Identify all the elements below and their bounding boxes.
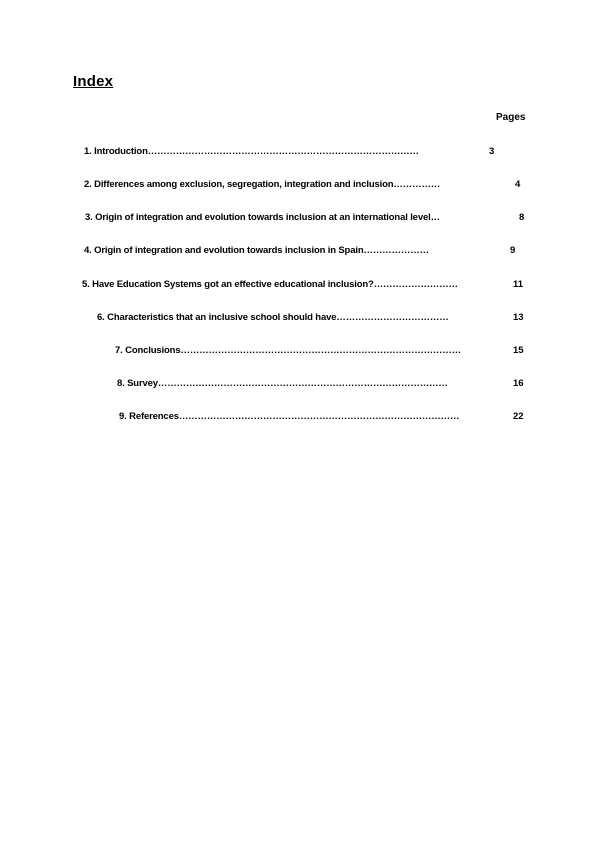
toc-entry-references (119, 411, 496, 422)
pages-column-label: Pages (496, 112, 526, 123)
toc-entry-page: 9 (510, 245, 516, 256)
toc-entry-survey (117, 378, 496, 389)
toc-entry-page: 13 (513, 312, 524, 323)
toc-entry-page: 16 (513, 378, 524, 389)
toc-entry-page: 4 (515, 179, 521, 190)
toc-entry-text: 4. Origin of integration and evolution towards inclusion in Spain………………… (84, 245, 429, 256)
toc-entry-conclusions (115, 345, 496, 356)
toc-entry-text: 3. Origin of integration and evolution towards inclusion at an international level… (85, 212, 440, 223)
toc-entry-characteristics (97, 312, 501, 323)
toc-entry-text: 8. Survey………………………………………………………………………………… (117, 378, 448, 389)
toc-entry-text: 6. Characteristics that an inclusive school should have……………………………… (97, 312, 449, 323)
toc-entry-text: 2. Differences among exclusion, segregation, integration and inclusion…………… (84, 179, 441, 190)
toc-entry-introduction (84, 146, 462, 157)
toc-entry-education-systems (82, 279, 497, 290)
toc-entry-page: 3 (489, 146, 495, 157)
toc-entry-text: 7. Conclusions……………………………………………………………………………… (115, 345, 461, 356)
toc-entry-page: 22 (513, 411, 524, 422)
toc-entry-differences (84, 179, 493, 190)
index-title: Index (73, 73, 114, 90)
toc-entry-page: 15 (513, 345, 524, 356)
toc-entry-origin-international (85, 212, 496, 223)
toc-entry-text: 9. References……………………………………………………………………………… (119, 411, 460, 422)
toc-entry-text: 5. Have Education Systems got an effective educational inclusion?……………………… (82, 279, 458, 290)
toc-entry-text: 1. Introduction…………………………………………………………………………… (84, 146, 419, 157)
toc-entry-page: 11 (513, 279, 524, 290)
toc-entry-page: 8 (519, 212, 525, 223)
toc-entry-origin-spain (84, 245, 490, 256)
